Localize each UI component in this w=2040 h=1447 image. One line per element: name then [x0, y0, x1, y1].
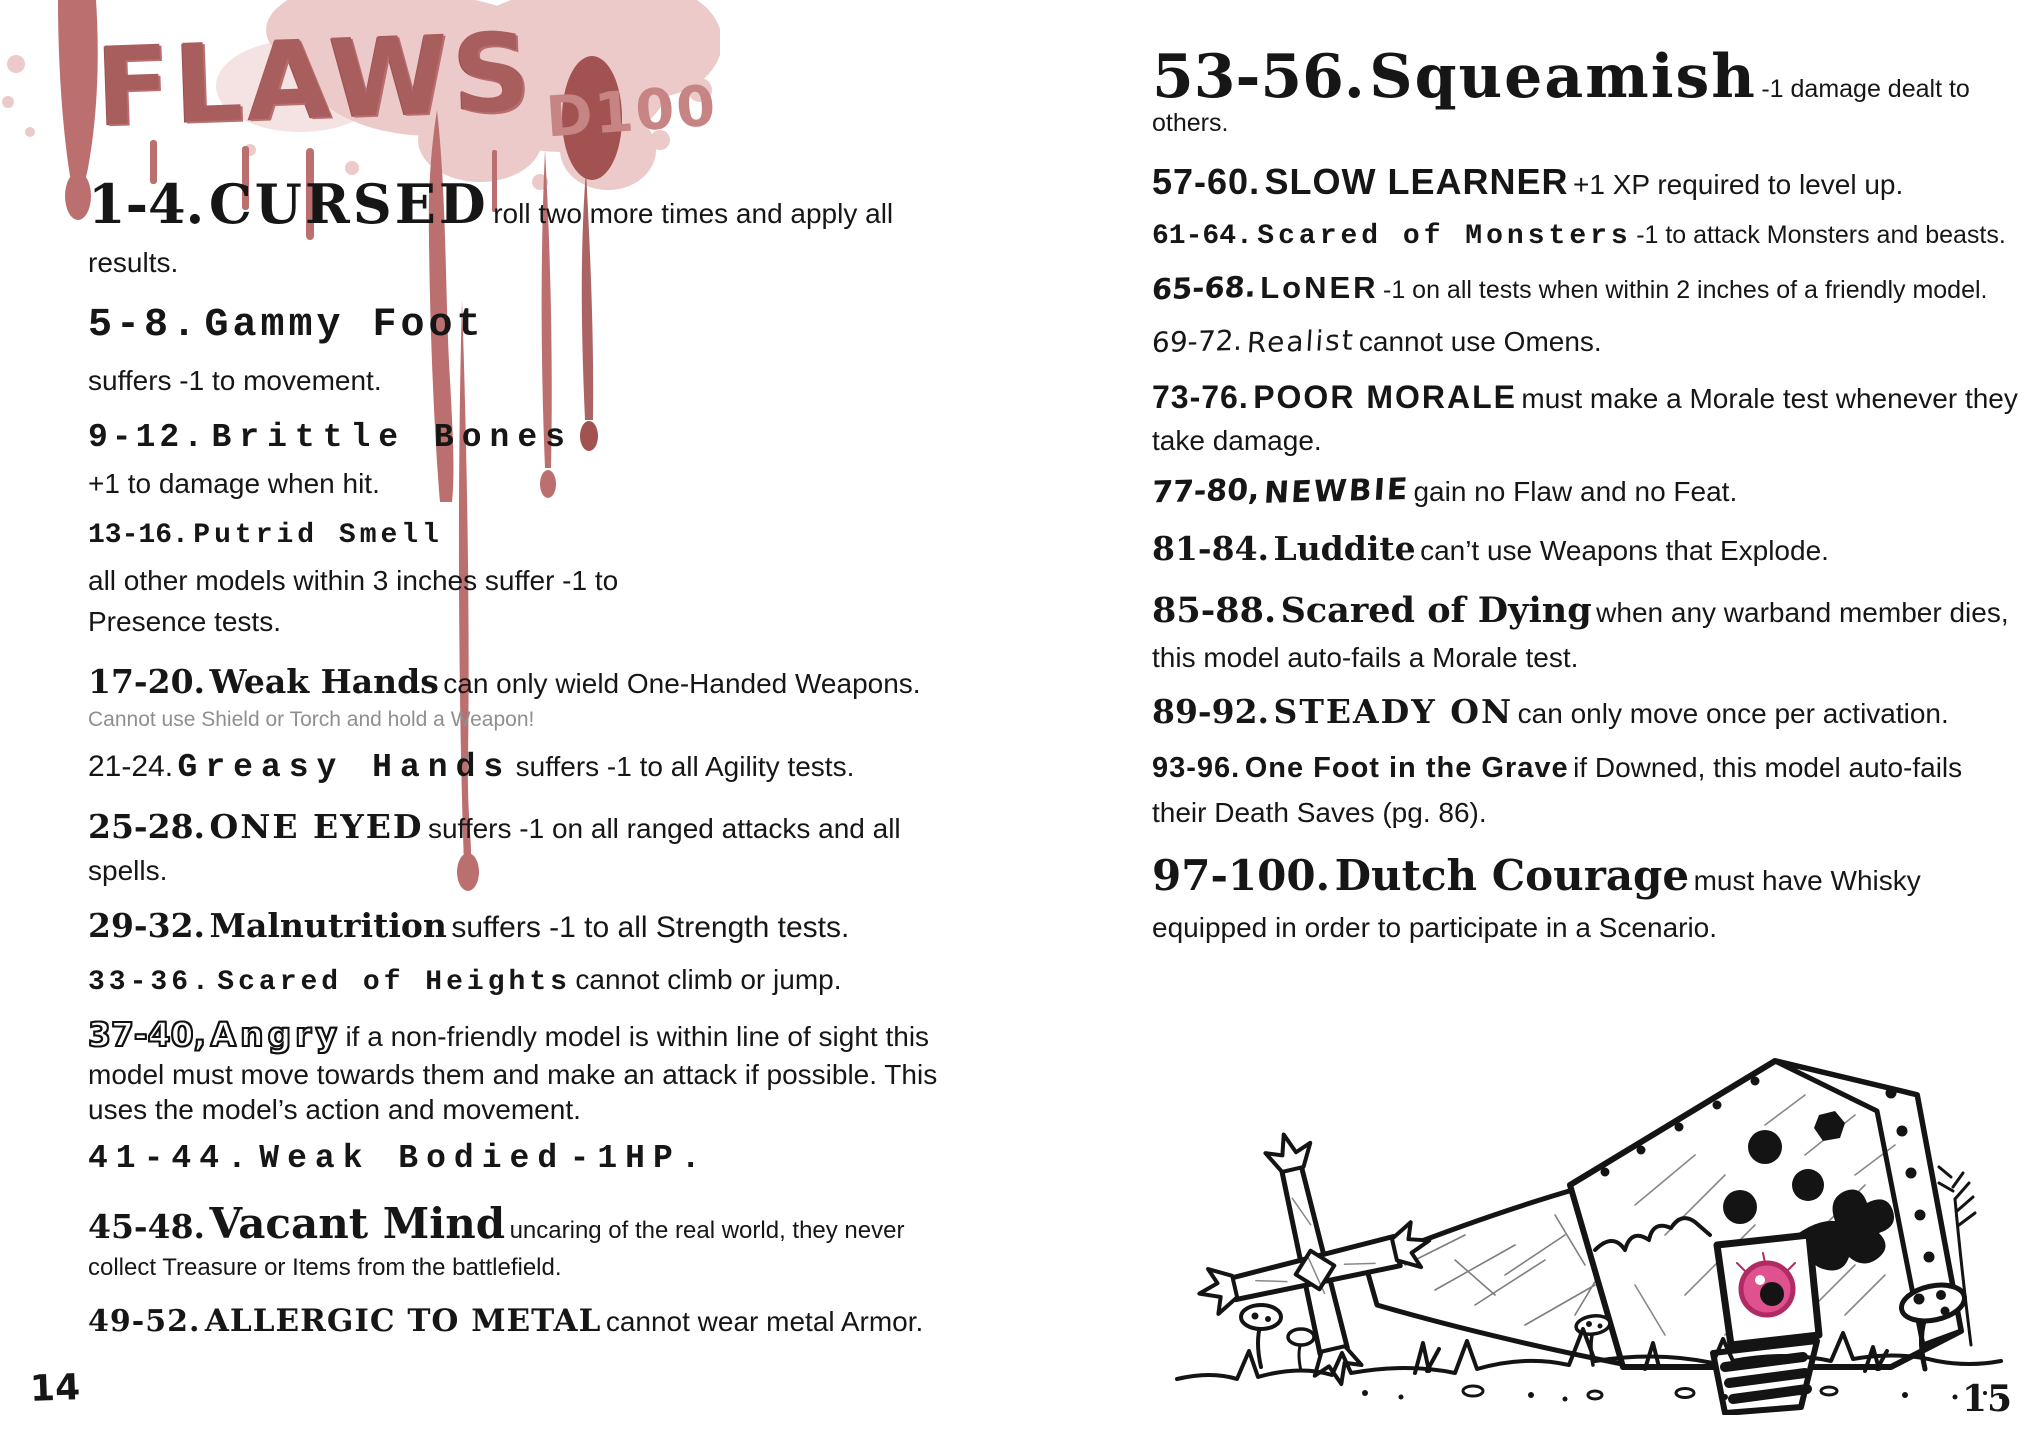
flaw-effect: roll two more times and apply all results. [88, 198, 894, 278]
flaw-effect: must have Whisky equipped in order to participate in a Scenario. [1152, 865, 1921, 944]
flaw-name: Gammy Foot [204, 303, 485, 349]
flaw-name: ONE EYED [209, 807, 424, 847]
flaw-effect: -1 on all tests when within 2 inches of a friendly model. [1383, 276, 1988, 305]
flaw-effect: cannot climb or jump. [575, 963, 842, 995]
flaw-range: 53-56. [1152, 42, 1365, 112]
flaw-entry [88, 1299, 968, 1344]
flaw-name: Scared of Monsters [1257, 220, 1632, 252]
flaw-effect: can only wield One-Handed Weapons. [443, 667, 921, 699]
flaw-range: 69-72. [1150, 324, 1244, 360]
flaw-range: 17-20. [88, 661, 206, 701]
flaw-entry [88, 659, 968, 736]
flaw-range: 29-32. [88, 905, 206, 945]
flaw-entry [1152, 266, 2020, 310]
flaw-range: 81-84. [1152, 528, 1270, 568]
page-number-right: 15 [1962, 1378, 2013, 1420]
flaw-range: 5-8. [88, 303, 201, 349]
flaw-effect: -1HP. [569, 1140, 709, 1178]
flaw-name: One Foot in the Grave [1244, 751, 1569, 784]
flaw-entry [88, 516, 968, 643]
flaw-effect: uncaring of the real world, they never collect Treasure or Items from the battlefield. [88, 1217, 905, 1281]
flaw-name: Squeamish [1369, 42, 1757, 112]
flaw-name: Angry [210, 1015, 341, 1055]
flaw-name: Luddite [1273, 528, 1416, 568]
flaw-range: 77-80, [1150, 472, 1261, 511]
flaw-range: 45-48. [88, 1207, 206, 1247]
helmet-illustration [1165, 1035, 2015, 1415]
flaw-name: Dutch Courage [1334, 851, 1690, 901]
flaw-entry [1152, 322, 2020, 362]
flaw-range: 73-76. [1152, 379, 1249, 416]
flaw-name: Realist [1245, 323, 1356, 360]
flaw-effect: -1 to attack Monsters and beasts. [1636, 220, 2006, 249]
flaw-name: Brittle Bones [211, 418, 573, 456]
flaw-name: Weak Bodied [259, 1140, 566, 1178]
flaw-name: Scared of Heights [217, 966, 571, 998]
flaw-entry [1152, 471, 2020, 514]
flaw-name: NEWBIE [1262, 472, 1411, 512]
page-number-left: 14 [29, 1367, 81, 1410]
flaw-effect: can only move once per activation. [1517, 698, 1949, 730]
flaw-range: 41-44. [88, 1140, 255, 1178]
flaw-name: ALLERGIC TO METAL [204, 1302, 602, 1339]
flaw-name: SLOW LEARNER [1264, 160, 1569, 202]
flaw-range: 13-16. [88, 519, 189, 551]
flaw-entry [88, 903, 968, 950]
flaw-effect: suffers -1 to all Strength tests. [451, 910, 850, 944]
flaw-range: 61-64. [1152, 220, 1253, 252]
flaw-effect: suffers -1 to all Agility tests. [515, 751, 855, 783]
flaw-range: 93-96. [1152, 751, 1241, 784]
flaw-name: LoNER [1260, 270, 1379, 306]
flaw-entry [88, 804, 968, 891]
flaw-entry [88, 298, 968, 401]
flaw-range: 37-40, [88, 1015, 207, 1055]
flaw-entry [88, 166, 968, 282]
flaw-range: 9-12. [88, 418, 208, 456]
flaw-entry [1152, 217, 2020, 257]
flaw-name: Scared of Dying [1280, 589, 1592, 631]
flaw-effect: cannot wear metal Armor. [605, 1305, 924, 1337]
flaw-name: Vacant Mind [209, 1199, 506, 1249]
flaw-range: 25-28. [88, 807, 206, 847]
flaw-effect: -1 damage dealt to others. [1152, 75, 1970, 137]
flaw-effect: must make a Morale test whenever they take damage. [1152, 383, 2018, 456]
flaw-name: Malnutrition [209, 905, 447, 945]
flaw-effect: if Downed, this model auto-fails their Death Saves (pg. 86). [1152, 751, 1963, 828]
flaw-entry [88, 1014, 968, 1128]
flaw-range: 89-92. [1152, 692, 1270, 732]
crucifix [1169, 1108, 1457, 1411]
flaw-entry [88, 1136, 968, 1183]
flaw-effect: gain no Flaw and no Feat. [1413, 476, 1738, 508]
flaw-name: POOR MORALE [1253, 379, 1517, 416]
flaw-effect: suffers -1 on all ranged attacks and all spells. [88, 813, 901, 886]
flaw-entry [88, 960, 968, 1003]
flaw-entry [1152, 44, 2020, 138]
flaw-entry [1152, 585, 2020, 680]
flaw-name: STEADY ON [1273, 692, 1514, 732]
flaw-name: Greasy Hands [177, 749, 512, 787]
flaw-entry [1152, 374, 2020, 461]
flaw-effect: +1 to damage when hit. [88, 467, 380, 499]
flaw-name: CURSED [208, 172, 489, 236]
flaw-effect: can’t use Weapons that Explode. [1420, 534, 1829, 566]
flaw-effect: all other models within 3 inches suffer -1 to Presence tests. [88, 565, 619, 637]
page-header [93, 10, 796, 188]
flaws-table-left [88, 166, 968, 1343]
flaw-effect: cannot use Omens. [1358, 326, 1602, 358]
flaw-name: Weak Hands [209, 661, 439, 701]
flaw-effect: if a non-friendly model is within line of sight this model must move towards them and make an attack if possible. This uses the model’s action and movement. [88, 1021, 938, 1126]
flaw-range: 57-60. [1152, 160, 1261, 202]
flaw-entry [88, 415, 968, 504]
flaw-entry [1152, 526, 2020, 573]
flaw-range: 85-88. [1152, 589, 1277, 631]
flaw-range: 1-4. [88, 172, 205, 236]
flaw-range: 65-68. [1150, 270, 1257, 307]
flaw-range: 21-24. [88, 750, 174, 784]
flaw-entry [1152, 156, 2020, 207]
flaw-effect: suffers -1 to movement. [88, 365, 382, 397]
visor [1717, 1235, 1819, 1357]
flaw-entry [1152, 689, 2020, 736]
flaw-effect: when any warband member dies, this model auto-fails a Morale test. [1152, 596, 2009, 674]
flaw-effect: +1 XP required to level up. [1572, 168, 1904, 200]
flaw-entry [1152, 844, 2020, 949]
dice-notation: D100 [543, 73, 720, 151]
flaw-entry [1152, 746, 2020, 834]
flaw-range: 49-52. [88, 1303, 201, 1339]
flaws-table-right [1152, 44, 2020, 949]
page-title: FLAWS [93, 10, 537, 151]
flaw-entry [88, 1197, 968, 1283]
flaw-entry [88, 745, 968, 792]
flaw-note: Cannot use Shield or Torch and hold a Weapon! [88, 708, 535, 732]
flaw-range: 97-100. [1152, 851, 1331, 901]
flaw-name: Putrid Smell [193, 519, 443, 551]
flaw-range: 33-36. [88, 966, 213, 998]
